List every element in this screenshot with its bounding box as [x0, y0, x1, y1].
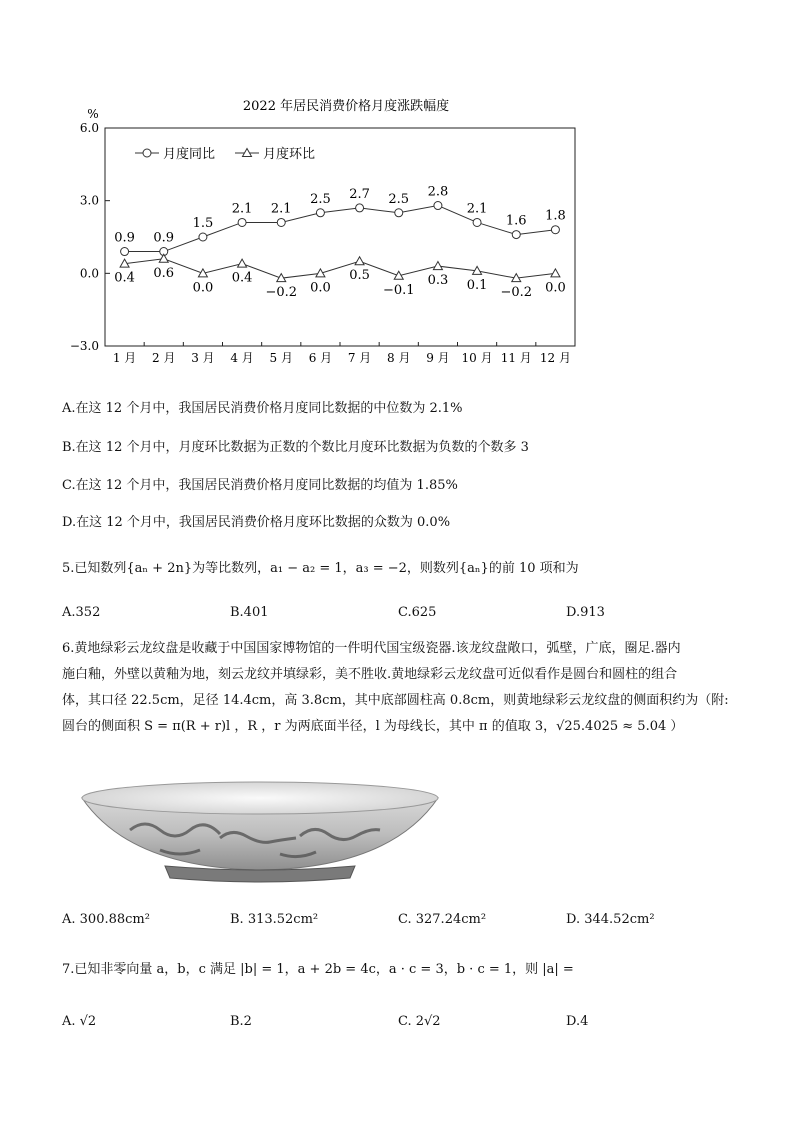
data-label-mom: 0.5	[349, 268, 370, 284]
x-tick-label: 4 月	[230, 351, 254, 365]
data-label-mom: 0.3	[427, 273, 449, 289]
data-label-mom: 0.0	[192, 280, 214, 296]
q4-option-c: C.在这 12 个月中，我国居民消费价格月度同比数据的均值为 1.85%	[62, 478, 458, 493]
y-tick-label: 0.0	[79, 266, 99, 281]
data-label-yoy: 2.5	[388, 191, 410, 207]
data-label-yoy: 2.1	[270, 201, 292, 217]
x-tick-label: 7 月	[347, 351, 372, 365]
data-label-mom: −0.2	[500, 285, 533, 301]
data-label-mom: 0.6	[153, 265, 175, 281]
data-point-mom	[551, 269, 560, 277]
q4-option-a: A.在这 12 个月中，我国居民消费价格月度同比数据的中位数为 2.1%	[62, 401, 463, 416]
data-point-yoy	[473, 218, 481, 226]
data-label-mom: 0.0	[310, 280, 331, 296]
data-point-mom	[159, 254, 168, 262]
legend-label: 月度同比	[163, 147, 216, 162]
data-point-yoy	[434, 202, 442, 210]
data-point-yoy	[121, 248, 129, 256]
data-label-yoy: 0.9	[153, 230, 175, 246]
q5-option-b: B.401	[230, 605, 269, 620]
data-label-mom: −0.1	[382, 282, 415, 298]
q7-option-b: B.2	[230, 1014, 252, 1029]
data-point-yoy	[316, 209, 324, 217]
q5-option-d: D.913	[566, 605, 605, 620]
data-label-yoy: 1.8	[545, 208, 566, 224]
data-label-mom: 0.0	[545, 280, 566, 296]
data-label-yoy: 1.6	[505, 213, 527, 229]
q7-option-c: C. 2√2	[398, 1014, 441, 1029]
x-tick-label: 5 月	[269, 351, 293, 365]
x-tick-label: 8 月	[387, 351, 411, 365]
x-tick-label: 12 月	[539, 351, 571, 365]
data-point-yoy	[238, 218, 246, 226]
legend-label: 月度环比	[263, 147, 316, 162]
series-line-2	[125, 259, 556, 278]
data-label-yoy: 0.9	[114, 230, 135, 246]
data-point-yoy	[199, 233, 207, 241]
q6-option-a: A. 300.88cm²	[62, 912, 150, 927]
data-point-yoy	[356, 204, 364, 212]
q7-option-a: A. √2	[62, 1014, 97, 1029]
q5-stem: 5.已知数列{aₙ + 2n}为等比数列，a₁ − a₂ = 1，a₃ = −2，则数列{aₙ}的前 10 项和为	[62, 561, 579, 576]
q7-stem: 7.已知非零向量 a，b，c 满足 |b| = 1，a + 2b = 4c，a · c = 3，b · c = 1，则 |a| =	[62, 962, 574, 977]
q6-stem	[62, 636, 752, 740]
cpi-line-chart	[0, 0, 794, 380]
data-label-yoy: 2.7	[349, 186, 370, 202]
y-tick-label: 6.0	[79, 121, 99, 135]
q6-option-d: D. 344.52cm²	[566, 912, 655, 927]
data-point-yoy	[395, 209, 403, 217]
chart-title: 2022 年居民消费价格月度涨跌幅度	[242, 99, 450, 114]
q7-option-d: D.4	[566, 1014, 589, 1029]
dragon-plate-photo	[70, 770, 450, 888]
data-label-yoy: 2.5	[310, 191, 331, 207]
data-label-yoy: 1.5	[192, 216, 214, 231]
data-label-mom: 0.4	[231, 270, 253, 286]
x-tick-label: 9 月	[426, 351, 450, 365]
data-point-mom	[433, 262, 442, 270]
series-line-1	[125, 206, 556, 252]
q6-option-b: B. 313.52cm²	[230, 912, 319, 927]
q5-option-c: C.625	[398, 605, 437, 620]
data-point-yoy	[277, 218, 285, 226]
q5-option-a: A.352	[62, 605, 101, 620]
y-tick-label: −3.0	[69, 339, 99, 353]
q6-line-2: 施白釉，外壁以黄釉为地，刻云龙纹并填绿彩，美不胜收.黄地绿彩云龙纹盘可近似看作是圆台和圆柱的组合	[62, 667, 678, 682]
q6-line-1: 6.黄地绿彩云龙纹盘是收藏于中国国家博物馆的一件明代国宝级瓷器.该龙纹盘敞口，弧壁，广底，圈足.器内	[62, 641, 681, 656]
x-tick-label: 2 月	[152, 351, 176, 365]
data-point-yoy	[512, 231, 520, 239]
y-tick-label: 3.0	[79, 193, 99, 208]
data-label-yoy: 2.1	[466, 201, 488, 217]
q6-line-4: 圆台的侧面积 S = π(R + r)l ，R ，r 为两底面半径，l 为母线长，其中 π 的值取 3，√25.4025 ≈ 5.04 ）	[62, 719, 684, 734]
data-point-yoy	[551, 226, 559, 234]
q6-line-3: 体，其口径 22.5cm，足径 14.4cm，高 3.8cm，其中底部圆柱高 0.8cm，则黄地绿彩云龙纹盘的侧面积约为（附:	[62, 693, 729, 708]
data-label-mom: −0.2	[265, 285, 298, 301]
x-tick-label: 10 月	[461, 351, 493, 365]
x-tick-label: 3 月	[191, 351, 215, 365]
x-tick-label: 1 月	[112, 351, 137, 365]
data-label-yoy: 2.8	[427, 184, 449, 200]
x-tick-label: 11 月	[500, 351, 532, 365]
q4-option-d: D.在这 12 个月中，我国居民消费价格月度环比数据的众数为 0.0%	[62, 515, 451, 530]
data-point-mom	[355, 257, 364, 265]
data-label-mom: 0.1	[466, 277, 488, 293]
chart-legend	[135, 146, 315, 162]
data-label-mom: 0.4	[114, 270, 135, 286]
data-label-yoy: 2.1	[231, 201, 253, 217]
y-axis-unit: %	[87, 107, 99, 121]
q6-option-c: C. 327.24cm²	[398, 912, 487, 927]
q4-option-b: B.在这 12 个月中，月度环比数据为正数的个数比月度环比数据为负数的个数多 3	[62, 440, 529, 455]
data-point-mom	[238, 259, 247, 267]
legend-circle-marker	[143, 149, 151, 157]
x-tick-label: 6 月	[308, 351, 333, 365]
